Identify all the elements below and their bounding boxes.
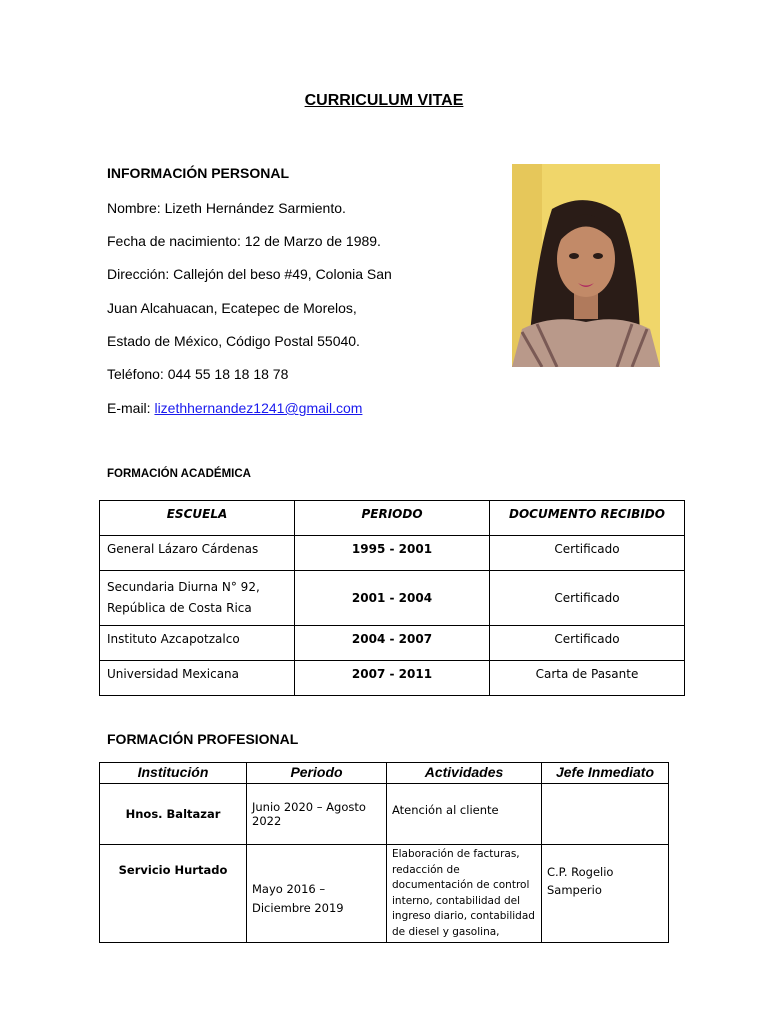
direccion-line-1: Dirección: Callejón del beso #49, Colonia San (107, 266, 392, 282)
header-documento: DOCUMENTO RECIBIDO (490, 501, 685, 536)
cell-escuela: General Lázaro Cárdenas (100, 536, 295, 571)
cell-actividades: Elaboración de facturas, redacción de documentación de control interno, contabilidad del ingreso diario, contabilidad de diesel y gasolina, (387, 845, 542, 943)
academic-heading: FORMACIÓN ACADÉMICA (107, 468, 251, 480)
header-escuela: ESCUELA (100, 501, 295, 536)
cell-documento: Certificado (490, 626, 685, 661)
cell-periodo: 2004 - 2007 (295, 626, 490, 661)
table-header-row (100, 501, 685, 536)
cell-periodo: Mayo 2016 – Diciembre 2019 (247, 845, 387, 943)
table-row (100, 536, 685, 571)
table-row (100, 661, 685, 696)
nombre-line: Nombre: Lizeth Hernández Sarmiento. (107, 200, 346, 216)
portrait-image (512, 164, 660, 367)
email-link[interactable]: lizethhernandez1241@gmail.com (154, 400, 363, 416)
direccion-line-2: Juan Alcahuacan, Ecatepec de Morelos, (107, 300, 357, 316)
cell-escuela: Secundaria Diurna N° 92, República de Costa Rica (100, 571, 295, 626)
document-title: CURRICULUM VITAE (304, 92, 464, 109)
header-jefe: Jefe Inmediato (542, 763, 669, 784)
cell-periodo: 1995 - 2001 (295, 536, 490, 571)
cell-institucion: Servicio Hurtado (100, 845, 247, 943)
cell-escuela: Universidad Mexicana (100, 661, 295, 696)
professional-table (99, 762, 669, 943)
header-periodo: Periodo (247, 763, 387, 784)
cell-documento: Certificado (490, 571, 685, 626)
table-row (100, 571, 685, 626)
profile-photo (512, 164, 660, 367)
direccion-line-3: Estado de México, Código Postal 55040. (107, 333, 360, 349)
email-label: E-mail: (107, 400, 155, 416)
cell-documento: Certificado (490, 536, 685, 571)
table-row (100, 784, 669, 845)
header-institucion: Institución (100, 763, 247, 784)
cell-periodo: Junio 2020 – Agosto 2022 (247, 784, 387, 845)
cell-periodo: 2001 - 2004 (295, 571, 490, 626)
cell-escuela: Instituto Azcapotzalco (100, 626, 295, 661)
table-row (100, 626, 685, 661)
fecha-line: Fecha de nacimiento: 12 de Marzo de 1989. (107, 233, 381, 249)
table-header-row (100, 763, 669, 784)
professional-heading: FORMACIÓN PROFESIONAL (107, 731, 299, 747)
cell-periodo: 2007 - 2011 (295, 661, 490, 696)
cell-documento: Carta de Pasante (490, 661, 685, 696)
personal-info-heading: INFORMACIÓN PERSONAL (107, 165, 289, 181)
cell-jefe (542, 784, 669, 845)
cell-jefe: C.P. Rogelio Samperio (542, 845, 669, 943)
cell-actividades: Atención al cliente (387, 784, 542, 845)
academic-table (99, 500, 685, 696)
header-actividades: Actividades (387, 763, 542, 784)
table-row (100, 845, 669, 943)
header-periodo: PERIODO (295, 501, 490, 536)
email-line (107, 400, 362, 416)
cell-institucion: Hnos. Baltazar (100, 784, 247, 845)
telefono-line: Teléfono: 044 55 18 18 18 78 (107, 366, 289, 382)
